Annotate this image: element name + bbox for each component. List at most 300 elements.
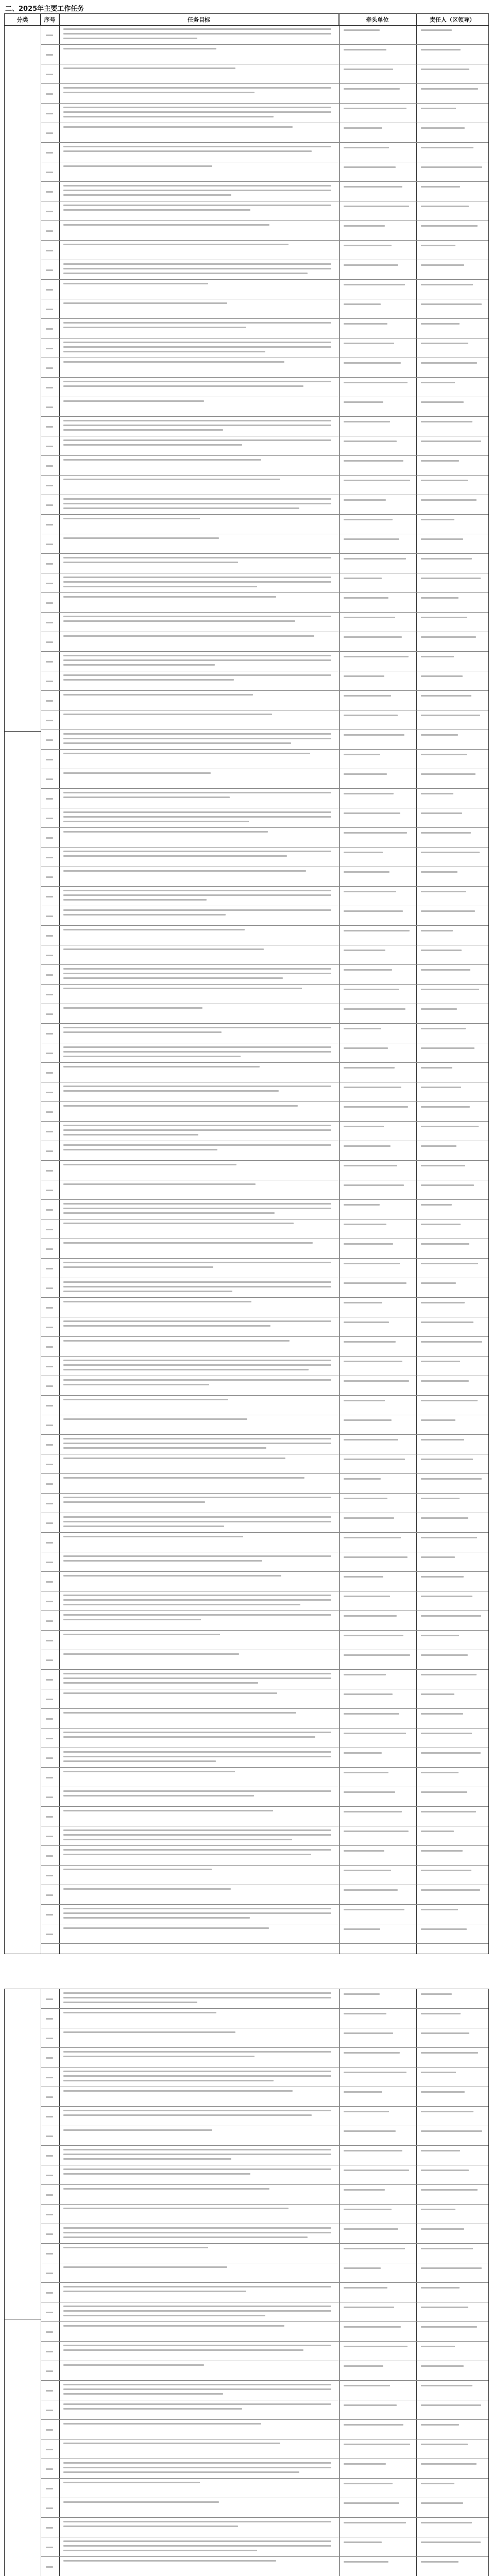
responsible-placeholder [421, 2072, 456, 2073]
task-text-placeholder [63, 1086, 331, 1087]
task-text-placeholder [63, 479, 280, 480]
task-text-placeholder [63, 821, 249, 822]
task-text-placeholder [63, 126, 293, 128]
task-text-placeholder [63, 2403, 331, 2405]
table-row [41, 514, 488, 515]
lead-unit-placeholder [344, 2307, 394, 2308]
responsible-placeholder [421, 499, 477, 501]
responsible-placeholder [421, 734, 458, 736]
task-text-placeholder [63, 659, 331, 661]
table-row [41, 1160, 488, 1161]
task-text-placeholder [63, 2056, 255, 2057]
lead-unit-placeholder [344, 2150, 402, 2151]
task-text-placeholder [63, 1536, 243, 1537]
responsible-placeholder [421, 1008, 457, 1010]
task-text-placeholder [63, 2110, 331, 2111]
table-row [41, 984, 488, 985]
task-text-placeholder [63, 116, 274, 117]
responsible-placeholder [421, 2424, 459, 2426]
responsible-placeholder [421, 1028, 466, 1029]
responsible-placeholder [421, 264, 464, 266]
row-number-placeholder [46, 309, 53, 310]
responsible-placeholder [421, 2111, 473, 2112]
task-text-placeholder [63, 2232, 331, 2233]
task-text-placeholder [63, 1677, 331, 1679]
row-number-placeholder [46, 641, 53, 643]
row-number-placeholder [46, 896, 53, 897]
row-number-placeholder [46, 1385, 53, 1387]
responsible-placeholder [421, 1811, 476, 1812]
row-number-placeholder [46, 739, 53, 741]
table-row [41, 2341, 488, 2342]
task-text-placeholder [63, 1301, 251, 1302]
row-number-placeholder [46, 1620, 53, 1622]
lead-unit-placeholder [344, 1243, 393, 1245]
task-text-placeholder [63, 92, 255, 93]
task-text-placeholder [63, 733, 331, 735]
table-row [41, 1258, 488, 1259]
task-text-placeholder [63, 507, 299, 509]
responsible-placeholder [421, 49, 461, 50]
responsible-placeholder [421, 1909, 458, 1910]
responsible-placeholder [421, 1791, 467, 1793]
table-page-1 [4, 13, 489, 1954]
lead-unit-placeholder [344, 1302, 382, 1303]
document-title: 二、2025年主要工作任务 [5, 5, 84, 13]
row-number-placeholder [46, 172, 53, 173]
task-text-placeholder [63, 209, 250, 211]
lead-unit-placeholder [344, 2228, 398, 2230]
row-number-placeholder [46, 1248, 53, 1250]
row-number-placeholder [46, 211, 53, 212]
lead-unit-placeholder [344, 2267, 381, 2269]
row-number-placeholder [46, 1033, 53, 1035]
task-text-placeholder [63, 2080, 274, 2081]
responsible-placeholder [421, 519, 454, 520]
responsible-placeholder [421, 166, 482, 168]
row-number-placeholder [46, 2194, 53, 2196]
responsible-placeholder [421, 2189, 478, 2191]
task-text-placeholder [63, 1212, 275, 1214]
row-number-placeholder [46, 1483, 53, 1485]
lead-unit-placeholder [344, 225, 385, 227]
task-text-placeholder [63, 1051, 331, 1053]
task-text-placeholder [63, 1286, 331, 1287]
category-block [5, 2319, 41, 2576]
table-row [41, 2008, 488, 2009]
responsible-placeholder [421, 1478, 482, 1480]
table-row [41, 1062, 488, 1063]
category-block [5, 1989, 41, 2319]
task-text-placeholder [63, 679, 234, 681]
responsible-placeholder [421, 284, 473, 285]
row-number-placeholder [46, 1366, 53, 1367]
row-number-placeholder [46, 2273, 53, 2274]
task-text-placeholder [63, 205, 331, 206]
task-text-placeholder [63, 2467, 331, 2468]
row-number-placeholder [46, 485, 53, 486]
task-text-placeholder [63, 851, 331, 852]
task-text-placeholder [63, 1369, 309, 1370]
task-text-placeholder [63, 1908, 331, 1909]
lead-unit-placeholder [344, 166, 396, 168]
responsible-placeholder [421, 401, 464, 403]
task-text-placeholder [63, 577, 331, 578]
lead-unit-placeholder [344, 852, 383, 853]
table-row [41, 1336, 488, 1337]
responsible-placeholder [421, 2483, 454, 2484]
responsible-placeholder [421, 1145, 456, 1147]
lead-unit-placeholder [344, 108, 406, 109]
table-row [41, 240, 488, 241]
task-text-placeholder [63, 1340, 290, 1342]
lead-unit-placeholder [344, 2502, 399, 2504]
row-number-placeholder [46, 2175, 53, 2176]
task-text-placeholder [63, 190, 331, 191]
row-number-placeholder [46, 250, 53, 251]
table-row [41, 2419, 488, 2420]
task-text-placeholder [63, 107, 331, 108]
row-number-placeholder [46, 700, 53, 702]
row-number-placeholder [46, 1659, 53, 1661]
task-text-placeholder [63, 635, 314, 637]
row-number-placeholder [46, 348, 53, 349]
task-text-placeholder [63, 909, 331, 911]
lead-unit-placeholder [344, 460, 403, 462]
row-number-placeholder [46, 2312, 53, 2313]
table-row [41, 2047, 488, 2048]
table-row [41, 553, 488, 554]
row-number-placeholder [46, 1307, 53, 1309]
row-number-placeholder [46, 1679, 53, 1681]
lead-unit-placeholder [344, 715, 398, 716]
row-number-placeholder [46, 1601, 53, 1602]
responsible-placeholder [421, 1498, 460, 1499]
lead-unit-placeholder [344, 1419, 392, 1421]
table-row [41, 592, 488, 593]
task-text-placeholder [63, 1634, 220, 1635]
table-row [41, 886, 488, 887]
responsible-placeholder [421, 1889, 480, 1891]
task-text-placeholder [63, 894, 331, 896]
task-text-placeholder [63, 738, 331, 739]
table-row [41, 2243, 488, 2244]
responsible-placeholder [421, 773, 476, 775]
lead-unit-placeholder [344, 1993, 380, 1995]
responsible-placeholder [421, 930, 453, 931]
task-text-placeholder [63, 1682, 258, 1684]
row-number-placeholder [46, 1522, 53, 1524]
task-text-placeholder [63, 694, 253, 696]
lead-unit-placeholder [344, 1909, 404, 1910]
row-number-placeholder [46, 1170, 53, 1172]
responsible-placeholder [421, 1928, 467, 1930]
task-text-placeholder [63, 2364, 204, 2366]
row-number-placeholder [46, 720, 53, 721]
table-row [41, 1669, 488, 1670]
task-text-placeholder [63, 2286, 331, 2287]
lead-unit-placeholder [344, 1498, 387, 1499]
task-text-placeholder [63, 2012, 216, 2013]
responsible-placeholder [421, 303, 482, 305]
task-text-placeholder [63, 67, 235, 69]
task-text-placeholder [63, 811, 331, 813]
responsible-placeholder [421, 1263, 478, 1264]
responsible-placeholder [421, 636, 476, 638]
task-text-placeholder [63, 2002, 197, 2003]
task-text-placeholder [63, 1320, 331, 1322]
task-text-placeholder [63, 968, 331, 970]
task-text-placeholder [63, 674, 331, 676]
task-text-placeholder [63, 1458, 285, 1459]
row-number-placeholder [46, 994, 53, 995]
row-number-placeholder [46, 798, 53, 800]
row-number-placeholder [46, 1562, 53, 1563]
row-number-placeholder [46, 818, 53, 819]
task-text-placeholder [63, 1203, 331, 1205]
responsible-placeholder [421, 1047, 474, 1049]
task-text-placeholder [63, 2227, 331, 2229]
row-number-placeholder [46, 1718, 53, 1720]
responsible-placeholder [421, 2267, 482, 2269]
task-text-placeholder [63, 2173, 250, 2175]
row-number-placeholder [46, 35, 53, 36]
task-text-placeholder [63, 244, 289, 245]
task-text-placeholder [63, 1090, 279, 1092]
row-number-placeholder [46, 1268, 53, 1269]
table-row [41, 1532, 488, 1533]
task-text-placeholder [63, 444, 242, 446]
responsible-placeholder [421, 1380, 469, 1382]
task-text-placeholder [63, 1447, 266, 1449]
task-text-placeholder [63, 1604, 300, 1605]
responsible-placeholder [421, 2032, 469, 2034]
responsible-placeholder [421, 2365, 464, 2367]
task-text-placeholder [63, 620, 295, 622]
task-text-placeholder [63, 1555, 331, 1557]
responsible-placeholder [421, 1204, 452, 1206]
lead-unit-placeholder [344, 1517, 394, 1519]
responsible-placeholder [421, 147, 473, 148]
table-row [41, 2204, 488, 2205]
task-text-placeholder [63, 1379, 331, 1381]
responsible-placeholder [421, 1537, 477, 1538]
lead-unit-placeholder [344, 891, 396, 892]
task-text-placeholder [63, 2349, 303, 2351]
task-text-placeholder [63, 2247, 208, 2248]
task-text-placeholder [63, 537, 219, 539]
row-number-placeholder [46, 857, 53, 858]
lead-unit-placeholder [344, 578, 382, 579]
responsible-placeholder [421, 2052, 478, 2054]
lead-unit-placeholder [344, 1928, 380, 1930]
responsible-placeholder [421, 1556, 455, 1558]
lead-unit-placeholder [344, 695, 391, 697]
task-text-placeholder [63, 1364, 331, 1366]
table-row [41, 1023, 488, 1024]
task-text-placeholder [63, 2208, 289, 2209]
task-text-placeholder [63, 2031, 235, 2033]
row-number-placeholder [46, 1777, 53, 1778]
responsible-placeholder [421, 2541, 481, 2543]
task-text-placeholder [63, 1031, 222, 1033]
task-text-placeholder [63, 2521, 331, 2522]
row-number-placeholder [46, 1150, 53, 1152]
lead-unit-placeholder [344, 440, 397, 442]
lead-unit-placeholder [344, 69, 393, 70]
responsible-placeholder [421, 538, 463, 540]
responsible-placeholder [421, 2346, 455, 2347]
lead-unit-placeholder [344, 950, 385, 951]
header-responsible: 责任人（区领导） [430, 16, 475, 23]
table-row [41, 1845, 488, 1846]
lead-unit-placeholder [344, 343, 394, 344]
task-text-placeholder [63, 1497, 331, 1498]
task-text-placeholder [63, 1125, 331, 1126]
lead-unit-placeholder [344, 2385, 390, 2386]
lead-unit-placeholder [344, 2091, 382, 2093]
lead-unit-placeholder [344, 812, 400, 814]
responsible-placeholder [421, 382, 455, 383]
lead-unit-placeholder [344, 793, 394, 794]
lead-unit-placeholder [344, 382, 408, 383]
task-text-placeholder [63, 899, 207, 901]
task-text-placeholder [63, 2071, 331, 2072]
task-text-placeholder [63, 28, 331, 30]
task-text-placeholder [63, 1771, 235, 1772]
task-text-placeholder [63, 327, 246, 328]
row-number-placeholder [46, 2233, 53, 2235]
row-number-placeholder [46, 955, 53, 956]
table-row [41, 475, 488, 476]
lead-unit-placeholder [344, 1028, 381, 1029]
task-text-placeholder [63, 1325, 270, 1327]
lead-unit-placeholder [344, 1635, 403, 1636]
row-number-placeholder [46, 1287, 53, 1289]
row-number-placeholder [46, 1327, 53, 1328]
task-text-placeholder [63, 503, 331, 504]
task-text-placeholder [63, 1129, 331, 1131]
responsible-placeholder [421, 323, 460, 325]
row-number-placeholder [46, 191, 53, 193]
task-text-placeholder [63, 1760, 216, 1762]
lead-unit-placeholder [344, 1713, 399, 1715]
table-row [41, 2517, 488, 2518]
task-text-placeholder [63, 322, 331, 324]
lead-unit-placeholder [344, 2444, 410, 2445]
task-text-placeholder [63, 2188, 269, 2190]
task-text-placeholder [63, 1653, 239, 1655]
responsible-placeholder [421, 832, 471, 834]
row-number-placeholder [46, 328, 53, 330]
responsible-placeholder [421, 343, 468, 344]
task-text-placeholder [63, 1912, 331, 1914]
task-text-placeholder [63, 1291, 232, 1292]
row-number-placeholder [46, 1855, 53, 1857]
responsible-placeholder [421, 715, 480, 716]
lead-unit-placeholder [344, 558, 406, 560]
responsible-placeholder [421, 1654, 468, 1656]
responsible-placeholder [421, 1419, 455, 1421]
responsible-placeholder [421, 1615, 481, 1617]
table-row [41, 103, 488, 104]
table-row [41, 142, 488, 143]
task-text-placeholder [63, 2114, 312, 2116]
table-row [41, 2380, 488, 2381]
lead-unit-placeholder [344, 2189, 385, 2191]
responsible-placeholder [421, 617, 467, 618]
responsible-placeholder [421, 1576, 464, 1578]
row-number-placeholder [46, 2018, 53, 2020]
task-text-placeholder [63, 1614, 331, 1616]
lead-unit-placeholder [344, 2522, 406, 2523]
task-text-placeholder [63, 2266, 227, 2268]
task-text-placeholder [63, 557, 331, 558]
category-block [5, 25, 41, 732]
task-text-placeholder [63, 2540, 331, 2542]
row-number-placeholder [46, 1131, 53, 1132]
task-text-placeholder [63, 1183, 256, 1185]
lead-unit-placeholder [344, 1459, 405, 1460]
responsible-placeholder [421, 1341, 482, 1343]
lead-unit-placeholder [344, 1791, 395, 1793]
task-text-placeholder [63, 1046, 331, 1048]
task-text-placeholder [63, 429, 223, 431]
task-text-placeholder [63, 1834, 331, 1836]
table-row [41, 1767, 488, 1768]
lead-unit-placeholder [344, 1224, 386, 1225]
task-text-placeholder [63, 1917, 250, 1919]
task-text-placeholder [63, 2075, 331, 2077]
row-number-placeholder [46, 759, 53, 760]
task-text-placeholder [63, 655, 331, 656]
responsible-placeholder [421, 362, 477, 364]
responsible-placeholder [421, 1361, 460, 1362]
task-text-placeholder [63, 2051, 331, 2053]
task-text-placeholder [63, 1242, 313, 1244]
lead-unit-placeholder [344, 127, 382, 129]
responsible-placeholder [421, 1635, 459, 1636]
task-text-placeholder [63, 1443, 331, 1444]
responsible-placeholder [421, 108, 456, 109]
responsible-placeholder [421, 969, 470, 971]
lead-unit-placeholder [344, 2326, 401, 2328]
lead-unit-placeholder [344, 1165, 397, 1166]
lead-unit-placeholder [344, 617, 395, 618]
lead-unit-placeholder [344, 519, 393, 520]
table-row [41, 1630, 488, 1631]
responsible-placeholder [421, 1772, 459, 1773]
row-number-placeholder [46, 2410, 53, 2411]
row-number-placeholder [46, 1699, 53, 1700]
task-text-placeholder [63, 1992, 331, 1994]
task-text-placeholder [63, 2393, 223, 2395]
task-text-placeholder [63, 1526, 224, 1527]
task-text-placeholder [63, 1262, 331, 1263]
lead-unit-placeholder [344, 264, 398, 266]
task-text-placeholder [63, 1281, 331, 1283]
task-text-placeholder [63, 302, 227, 304]
lead-unit-placeholder [344, 1047, 388, 1049]
task-text-placeholder [63, 2443, 280, 2444]
responsible-placeholder [421, 1733, 472, 1734]
responsible-placeholder [421, 460, 459, 462]
lead-unit-placeholder [344, 1556, 408, 1558]
row-number-placeholder [46, 563, 53, 565]
row-number-placeholder [46, 2077, 53, 2078]
row-number-placeholder [46, 2468, 53, 2470]
row-number-placeholder [46, 93, 53, 95]
